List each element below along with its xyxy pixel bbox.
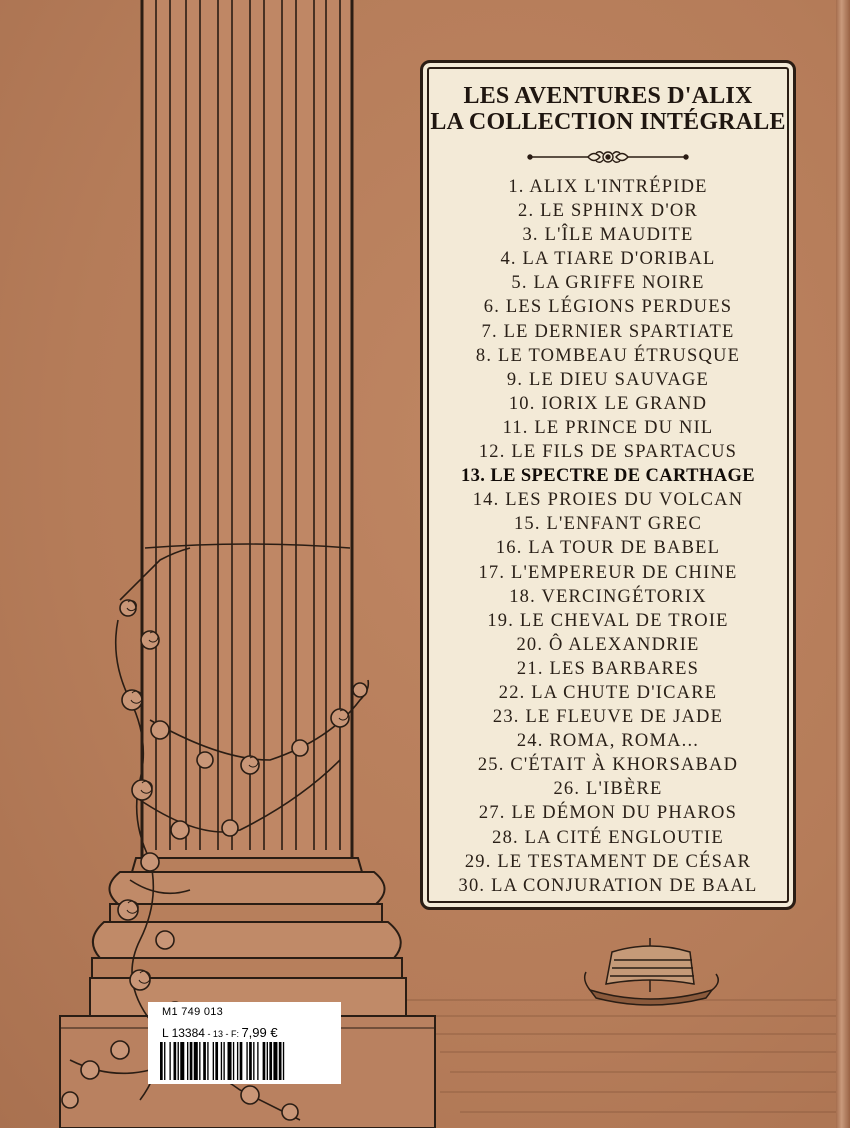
album-title: 10. IORIX LE GRAND [508,393,708,414]
barcode-label [148,1002,341,1084]
scroll-ornament-icon [526,149,690,165]
collection-title: LA COLLECTION INTÉGRALE [430,109,786,135]
album-title: 20. Ô ALEXANDRIE [516,634,700,655]
album-title: 15. L'ENFANT GREC [513,514,702,535]
album-title: 5. LA GRIFFE NOIRE [511,273,705,294]
album-title: 19. LE CHEVAL DE TROIE [487,610,729,631]
album-title: 17. L'EMPEREUR DE CHINE [478,562,738,583]
album-title: 22. LA CHUTE D'ICARE [498,682,718,703]
spine-edge [836,0,850,1128]
price-line [162,1024,278,1042]
collection-panel [420,60,796,910]
album-title: 29. LE TESTAMENT DE CÉSAR [464,851,752,872]
album-title: 11. LE PRINCE DU NIL [502,417,714,438]
album-title: 3. L'ÎLE MAUDITE [522,225,694,246]
album-title: 18. VERCINGÉTORIX [509,586,707,607]
album-title: 25. C'ÉTAIT À KHORSABAD [477,755,739,776]
album-title: 4. LA TIARE D'ORIBAL [500,249,716,270]
barcode-icon [160,1042,330,1080]
album-title: 1. ALIX L'INTRÉPIDE [508,177,708,197]
album-title: 2. LE SPHINX D'OR [518,201,698,222]
sea-illustration [400,1000,836,1112]
album-title: 12. LE FILS DE SPARTACUS [478,442,738,463]
album-title: 14. LES PROIES DU VOLCAN [472,490,744,511]
price: 7,99 € [241,1025,278,1040]
album-title: 28. LA CITÉ ENGLOUTIE [492,827,724,848]
album-title-current: 13. LE SPECTRE DE CARTHAGE [461,466,755,487]
album-title: 26. L'IBÈRE [553,779,663,800]
galley-ship-illustration [585,938,719,1005]
product-code: M1 749 013 [162,1006,224,1018]
album-title: 8. LE TOMBEAU ÉTRUSQUE [475,345,741,366]
album-title: 23. LE FLEUVE DE JADE [492,707,724,728]
column-illustration [60,0,435,1128]
series-title: LES AVENTURES D'ALIX [463,83,753,109]
reference-suffix: - 13 - F: [204,1029,242,1039]
album-title: 9. LE DIEU SAUVAGE [506,369,710,390]
album-title: 6. LES LÉGIONS PERDUES [483,297,733,318]
reference-number: L 13384 [162,1026,205,1040]
album-title: 16. LA TOUR DE BABEL [495,538,721,559]
album-list [423,175,793,898]
album-title: 21. LES BARBARES [516,658,700,679]
album-title: 7. LE DERNIER SPARTIATE [481,321,735,342]
album-title: 30. LA CONJURATION DE BAAL [458,875,758,896]
album-title: 27. LE DÉMON DU PHAROS [478,803,738,824]
album-title: 24. ROMA, ROMA... [516,731,700,752]
